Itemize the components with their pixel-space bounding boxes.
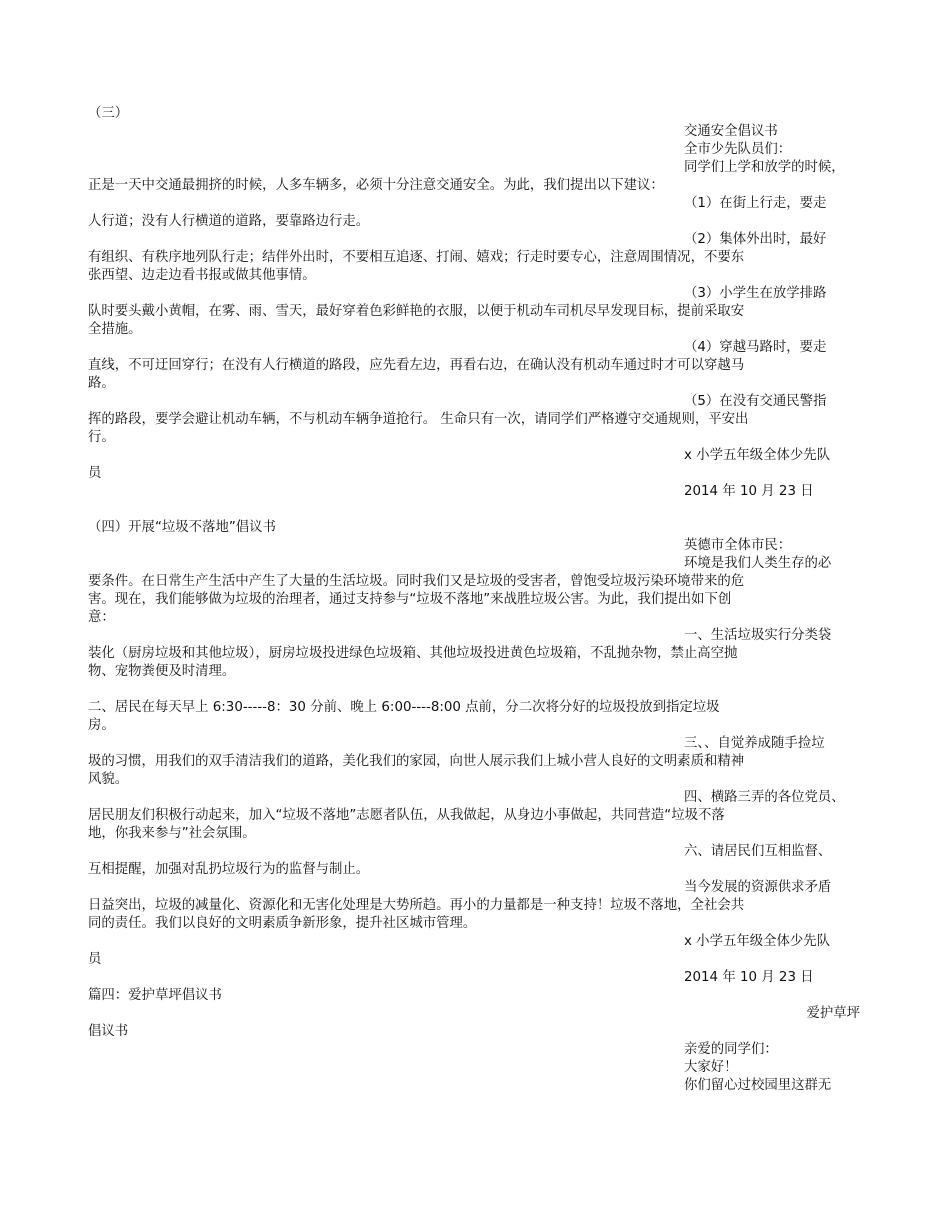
spacer	[88, 501, 860, 519]
paragraph-text: 物、宠物粪便及时清理。	[88, 664, 236, 679]
paragraph-text: 二、居民在每天早上 6:30-----8：30 分前、晚上 6:00----8:00 点前，分二次将分好的垃圾投放到指定垃圾	[88, 700, 720, 715]
doc-title: 爱护草坪	[806, 1006, 860, 1021]
paragraph-start: 三、、自觉养成随手捡垃	[684, 736, 825, 751]
salutation: 英德市全体市民：	[684, 538, 792, 553]
section-heading: （三）	[88, 106, 129, 121]
paragraph-text: 有组织、有秩序地列队行走；结伴外出时，不要相互追逐、打闹、嬉戏；行走时要专心，注意周围情况，不要东	[88, 250, 745, 265]
section-heading: 篇四：爱护草坪倡议书	[88, 988, 222, 1003]
paragraph-start: 同学们上学和放学的时候，	[684, 160, 845, 175]
signature-continued: 员	[88, 466, 102, 481]
paragraph-text: 日益突出，垃圾的减量化、资源化和无害化处理是大势所趋。再小的力量都是一种支持！垃圾不落地，全社会共	[88, 898, 745, 913]
paragraph-text: 要条件。在日常生产生活中产生了大量的生活垃圾。同时我们又是垃圾的受害者，曾饱受垃圾污染环境带来的危	[88, 574, 745, 589]
spacer	[88, 681, 860, 699]
paragraph-text: 房。	[88, 718, 115, 733]
paragraph-start: 环境是我们人类生存的必	[684, 556, 832, 571]
paragraph-text: 正是一天中交通最拥挤的时候，人多车辆多，必须十分注意交通安全。为此，我们提出以下建议：	[88, 178, 664, 193]
paragraph-text: 居民朋友们积极行动起来，加入“垃圾不落地”志愿者队伍，从我做起，从身边小事做起，共同营造“垃圾不落	[88, 808, 725, 823]
paragraph-text: 圾的习惯，用我们的双手清洁我们的道路，美化我们的家园，向世人展示我们上城小营人良好的文明素质和精神	[88, 754, 745, 769]
doc-title-continued: 倡议书	[88, 1024, 129, 1039]
paragraph-text: 张西望、边走边看书报或做其他事情。	[88, 268, 316, 283]
doc-title: 交通安全倡议书	[684, 124, 778, 139]
date: 2014 年 10 月 23 日	[684, 970, 814, 985]
paragraph-start: 你们留心过校园里这群无	[684, 1078, 832, 1093]
signature: x 小学五年级全体少先队	[684, 934, 831, 949]
paragraph-text: 同的责任。我们以良好的文明素质争新形象，提升社区城市管理。	[88, 916, 477, 931]
paragraph-start: 六、请居民们互相监督、	[684, 844, 832, 859]
paragraph-text: 意：	[88, 610, 115, 625]
paragraph-start: （2）集体外出时，最好	[684, 232, 827, 247]
date: 2014 年 10 月 23 日	[684, 484, 814, 499]
salutation: 全市少先队员们：	[684, 142, 792, 157]
salutation: 亲爱的同学们：	[684, 1042, 778, 1057]
paragraph-text: 队时要头戴小黄帽，在雾、雨、雪天，最好穿着色彩鲜艳的衣服，以便于机动车司机尽早发现目标，提前采取安	[88, 304, 745, 319]
paragraph-text: 直线，不可迂回穿行；在没有人行横道的路段，应先看左边，再看右边，在确认没有机动车通过时才可以穿越马	[88, 358, 745, 373]
paragraph-text: 挥的路段，要学会避让机动车辆，不与机动车辆争道抢行。 生命只有一次，请同学们严格遵守交通规则，平安出	[88, 412, 749, 427]
paragraph-start: （1）在街上行走，要走	[684, 196, 827, 211]
paragraph-start: （3）小学生在放学排路	[684, 286, 827, 301]
paragraph-start: 四、横路三弄的各位党员、	[684, 790, 845, 805]
paragraph-text: 人行道；没有人行横道的道路，要靠路边行走。	[88, 214, 370, 229]
paragraph-text: 行。	[88, 430, 115, 445]
paragraph-text: 风貌。	[88, 772, 129, 787]
signature-continued: 员	[88, 952, 102, 967]
paragraph-text: 地，你我来参与”社会氛围。	[88, 826, 256, 841]
paragraph-start: （4）穿越马路时，要走	[684, 340, 827, 355]
paragraph-text: 互相提醒，加强对乱扔垃圾行为的监督与制止。	[88, 862, 370, 877]
greeting: 大家好！	[684, 1060, 738, 1075]
signature: x 小学五年级全体少先队	[684, 448, 831, 463]
paragraph-text: 路。	[88, 376, 115, 391]
paragraph-text: 害。现在，我们能够做为垃圾的治理者，通过支持参与“垃圾不落地”来战胜垃圾公害。为此，我们提出如下创	[88, 592, 732, 607]
paragraph-text: 装化（厨房垃圾和其他垃圾），厨房垃圾投进绿色垃圾箱、其他垃圾投进黄色垃圾箱，不乱抛杂物，禁止高空抛	[88, 646, 738, 661]
section-heading: （四）开展“垃圾不落地”倡议书	[88, 520, 276, 535]
paragraph-start: （5）在没有交通民警指	[684, 394, 827, 409]
document-page	[88, 105, 860, 1095]
paragraph-start: 当今发展的资源供求矛盾	[684, 880, 832, 895]
paragraph-start: 一、生活垃圾实行分类袋	[684, 628, 832, 643]
paragraph-text: 全措施。	[88, 322, 142, 337]
